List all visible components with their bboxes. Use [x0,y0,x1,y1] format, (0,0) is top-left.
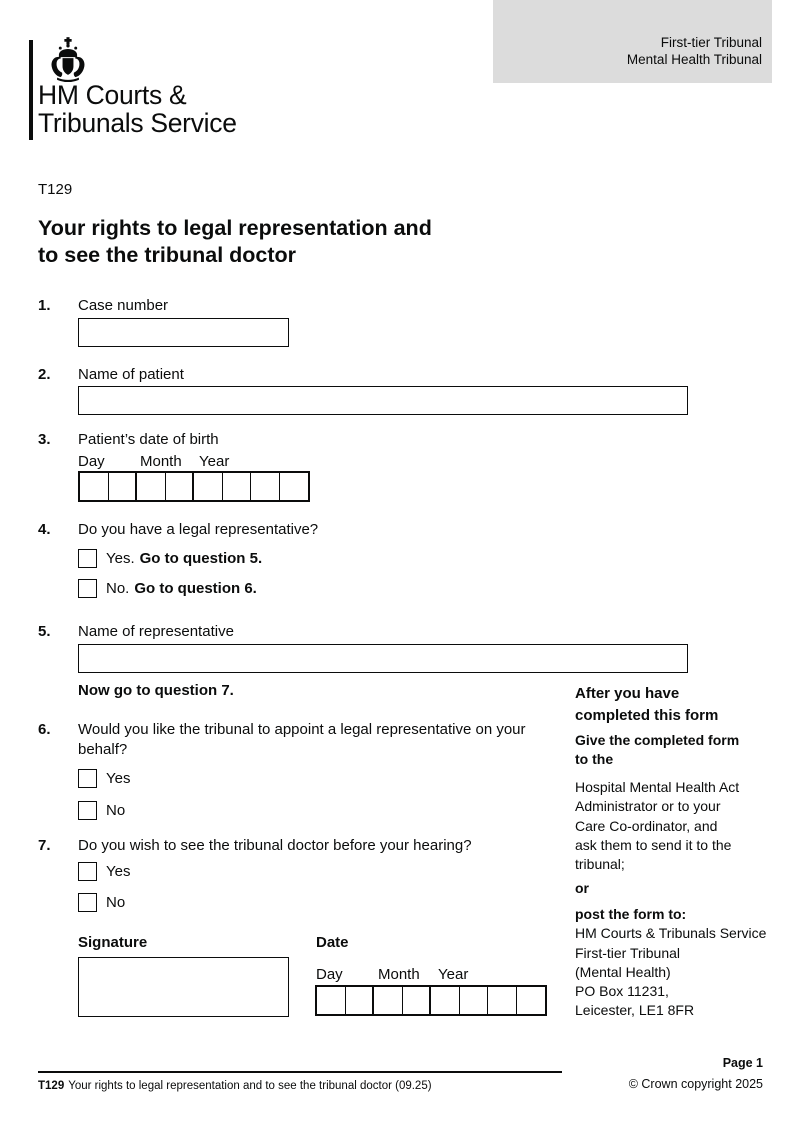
q7-no-option [78,892,130,912]
date-label: Date [316,934,349,951]
q4-no-goto: Go to question 6. [134,579,257,597]
q4-yes-goto: Go to question 5. [139,549,263,567]
logo-line1: HM Courts & [38,80,187,110]
dob-day-label: Day [78,453,105,470]
dob-year-cell-2[interactable] [223,473,252,500]
dob-year-cell-1[interactable] [194,473,223,500]
q4-number: 4. [38,521,51,538]
sidebar-heading [575,683,775,726]
tribunal-name-line2: Mental Health Tribunal [626,51,762,67]
crown-copyright: © Crown copyright 2025 [628,1077,763,1091]
title-line2: to see the tribunal doctor [38,242,297,267]
q6-number: 6. [38,721,51,738]
sidebar-body-line: ask them to send it to the [575,836,732,853]
dob-month-cell-2[interactable] [166,473,195,500]
hmcts-logo-text [38,82,237,137]
q6-no-label: No [106,801,126,819]
q6-no-option [78,800,130,820]
date-year-cell-3[interactable] [488,987,517,1014]
q1-label: Case number [78,297,169,314]
case-number-input[interactable] [78,318,289,347]
dob-month-cell-1[interactable] [137,473,166,500]
q4-no-option [78,578,262,598]
form-code: T129 [38,181,73,198]
logo-line2: Tribunals Service [38,107,237,138]
q4-label: Do you have a legal representative? [78,521,319,538]
dob-day-cell-2[interactable] [109,473,138,500]
q4-no-checkbox[interactable] [78,579,97,598]
q6-label: Would you like the tribunal to appoint a legal representative on your behalf? [78,721,526,758]
sidebar-address-line: PO Box 11231, [575,983,669,1000]
date-year-label: Year [438,966,469,983]
sidebar-post-block [575,905,775,1021]
dob-year-cell-3[interactable] [251,473,280,500]
q4-yes-option [78,548,267,568]
q3-number: 3. [38,431,51,448]
date-day-cell-1[interactable] [317,987,346,1014]
signature-box[interactable] [78,957,289,1017]
q6-yes-label: Yes [106,769,131,787]
q5-number: 5. [38,623,51,640]
sidebar-give-line2: to the [575,751,614,768]
sidebar-address-line: (Mental Health) [575,963,671,980]
q7-no-label: No [106,893,126,911]
sidebar-body-line: tribunal; [575,856,625,873]
q7-label: Do you wish to see the tribunal doctor before your hearing? [78,837,472,854]
sidebar-heading-line2: completed this form [575,706,719,724]
sidebar-body-line: Care Co-ordinator, and [575,817,718,834]
sidebar-give-heading [575,731,775,770]
dob-day-cell-1[interactable] [80,473,109,500]
dob-month-label: Month [140,453,182,470]
q1-number: 1. [38,297,51,314]
signature-label: Signature [78,934,148,951]
footer-form-description: Your rights to legal representation and to see the tribunal doctor (09.25) [68,1080,432,1092]
q4-yes-checkbox[interactable] [78,549,97,568]
footer-form-info [38,1079,432,1093]
sidebar-post-heading: post the form to: [575,906,687,922]
date-month-cell-2[interactable] [403,987,432,1014]
q7-number: 7. [38,837,51,854]
page-title [38,215,432,268]
q5-note: Now go to question 7. [78,682,234,699]
date-cells [315,985,547,1016]
sidebar-address-line: HM Courts & Tribunals Service [575,925,767,942]
q6-yes-checkbox[interactable] [78,769,97,788]
tribunal-header-box [493,0,772,83]
title-line1: Your rights to legal representation and [38,216,432,240]
tribunal-name-line1: First-tier Tribunal [660,35,762,50]
dob-year-label: Year [199,453,230,470]
q2-number: 2. [38,366,51,383]
sidebar-or: or [575,880,589,896]
sidebar-body-line: Hospital Mental Health Act [575,779,740,795]
date-month-cell-1[interactable] [374,987,403,1014]
q5-label: Name of representative [78,623,234,640]
footer-form-code: T129 [38,1080,65,1092]
date-day-label: Day [316,966,343,983]
date-year-cell-2[interactable] [460,987,489,1014]
q6-no-checkbox[interactable] [78,801,97,820]
date-year-cell-4[interactable] [517,987,546,1014]
q6-yes-option [78,768,135,788]
sidebar-body-line: Administrator or to your [575,798,721,815]
hmcts-logo [29,36,269,142]
q7-yes-option [78,861,135,881]
representative-name-input[interactable] [78,644,688,673]
q7-no-checkbox[interactable] [78,893,97,912]
q7-yes-checkbox[interactable] [78,862,97,881]
q2-label: Name of patient [78,366,184,383]
sidebar-body [575,778,775,874]
sidebar-heading-line1: After you have [575,685,680,702]
dob-cells [78,471,310,502]
date-day-cell-2[interactable] [346,987,375,1014]
royal-coat-of-arms-icon [48,36,88,82]
footer-divider [38,1071,562,1073]
date-month-label: Month [378,966,420,983]
q3-label: Patient’s date of birth [78,431,219,448]
patient-name-input[interactable] [78,386,688,415]
sidebar-address-line: First-tier Tribunal [575,944,681,961]
q7-yes-label: Yes [106,862,131,880]
page-number: Page 1 [722,1056,763,1070]
sidebar-address-line: Leicester, LE1 8FR [575,1002,695,1019]
sidebar-give-line1: Give the completed form [575,732,740,748]
dob-year-cell-4[interactable] [280,473,309,500]
q4-yes-label: Yes. [106,549,135,567]
logo-vertical-bar [29,40,33,140]
q4-no-label: No. [106,579,130,597]
date-year-cell-1[interactable] [431,987,460,1014]
